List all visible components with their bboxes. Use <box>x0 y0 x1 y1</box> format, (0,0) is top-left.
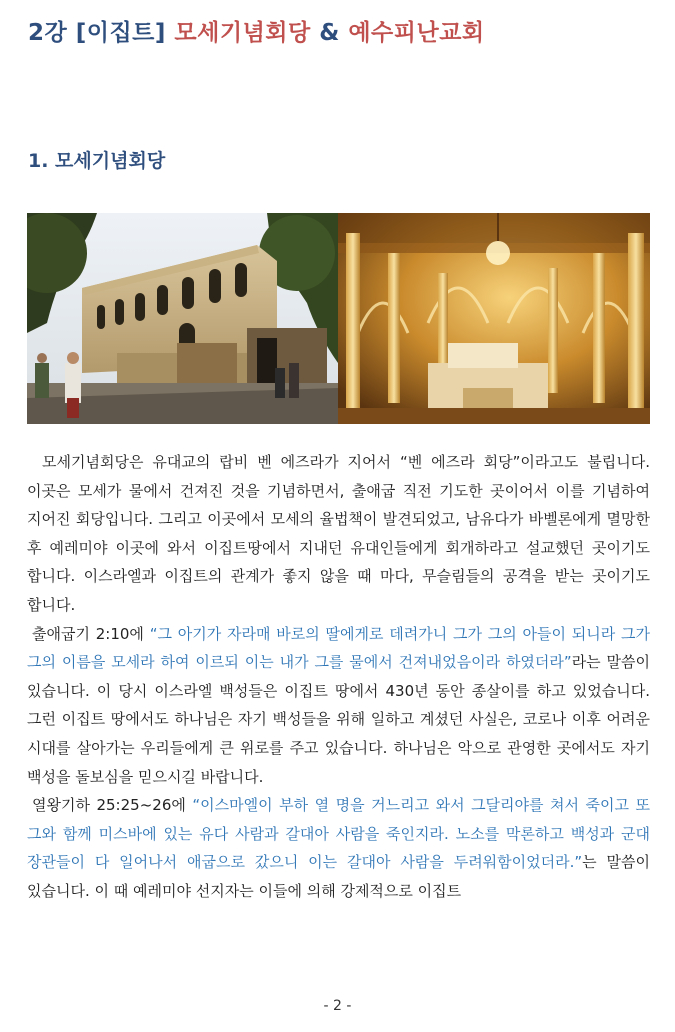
page-number: - 2 - <box>323 998 352 1014</box>
paragraph-2-text: 라는 말씀이 있습니다. 이 당시 이스라엘 백성들은 이집트 땅에서 430년 동안 종살이를 하고 있었습니다. 그런 이집트 땅에서도 하나님은 자기 백성들을 위해 일하고 계셨던 사실은, 코로나 이후 어려운 시대를 살아가는 우리들에게 큰 위로를 주고 있습니다. 하나님은 악으로 관영한 곳에서도 자기 백성을 돌보심을 믿으시길 바랍니다. <box>27 653 651 786</box>
synagogue-interior-photo <box>338 213 650 424</box>
scripture-quote: “이스마엘이 부하 열 명을 거느리고 와서 그달리야를 쳐서 죽이고 또 그와 함께 미스바에 있는 유다 사람과 갈대아 사람을 죽인지라. 노소를 막론하고 백성과 군대 장관들이 다 일어나서 애굽으로 갔으니 이는 갈대아 사람을 두려워함이었더라.” <box>27 796 651 872</box>
paragraph-3 <box>27 791 650 905</box>
photo-strip <box>27 213 650 424</box>
section-heading: 1. 모세기념회당 <box>28 150 166 172</box>
synagogue-exterior-photo <box>27 213 338 424</box>
paragraph-2 <box>27 620 650 792</box>
title-place-2: 예수피난교회 <box>348 20 485 46</box>
scripture-quote: “그 아기가 자라매 바로의 딸에게로 데려가니 그가 그의 아들이 되니라 그가 그의 이름을 모세라 하여 이르되 이는 내가 그를 물에서 건져내었음이라 하였더라” <box>27 624 651 672</box>
title-place-1: 모세기념회당 <box>174 20 311 46</box>
paragraph-1: 모세기념회당은 유대교의 랍비 벤 에즈라가 지어서 “벤 에즈라 회당”이라고도 불립니다. 이곳은 모세가 물에서 건져진 것을 기념하면서, 출애굽 직전 기도한 곳이어서 이를 기념하여 지어진 회당입니다. 그리고 이곳에서 모세의 율법책이 발견되었고, 남유다가 바벨론에게 멸망한 후 예레미야 이곳에 와서 이집트땅에서 지내던 유대인들에게 회개하라고 설교했던 곳이기도 합니다. 이스라엘과 이집트의 관계가 좋지 않을 때 마다, 무슬림들의 공격을 받는 곳이기도 합니다. <box>27 453 650 614</box>
document-title <box>28 14 485 47</box>
title-ampersand: & <box>319 20 340 46</box>
lesson-label: 2강 [이집트] <box>28 20 166 46</box>
body-text <box>27 448 650 906</box>
scripture-reference: 열왕기하 25:25~26에 <box>32 796 193 815</box>
paragraph-3-text: 는 말씀이 있습니다. 이 때 예레미야 선지자는 이들에 의해 강제적으로 이집트 <box>27 853 650 900</box>
scripture-reference: 출애굽기 2:10에 <box>32 624 150 643</box>
